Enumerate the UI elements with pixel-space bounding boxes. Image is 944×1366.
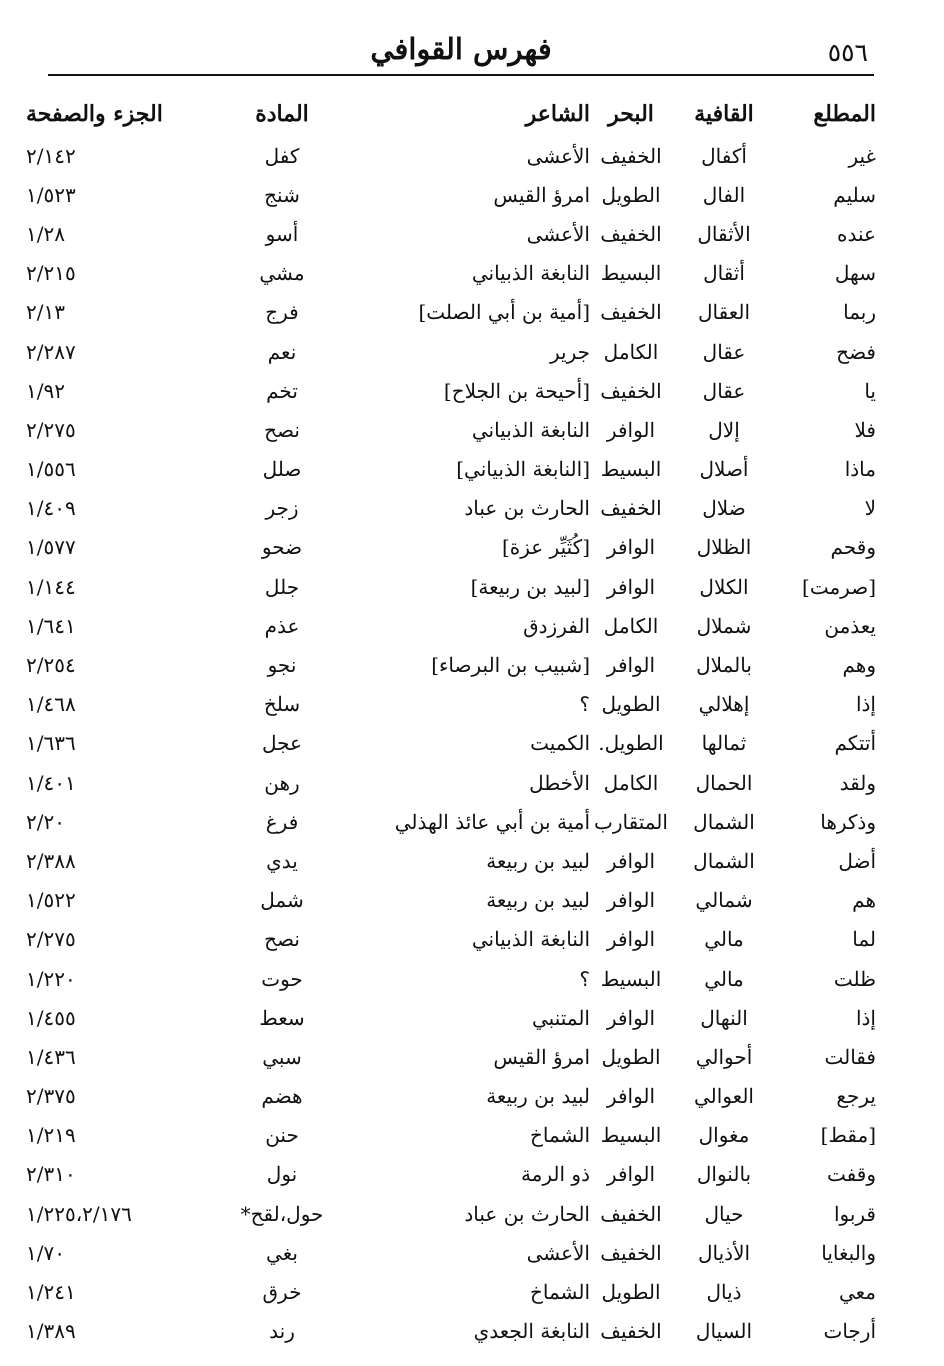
table-row (22, 450, 884, 489)
table-row (22, 763, 884, 802)
cell-bahr: الوافر (606, 927, 656, 952)
cell-volume-page: ١/٢٢٥،٢/١٧٦ (26, 1201, 132, 1226)
column-header-shair: الشاعر (525, 101, 590, 127)
cell-bahr: الكامل (603, 339, 659, 364)
cell-qafiya: الأثقال (697, 221, 751, 246)
cell-qafiya: شملال (696, 613, 752, 638)
cell-volume-page: ١/٤٥٥ (26, 1005, 76, 1030)
cell-qafiya: الأذيال (697, 1240, 751, 1265)
table-row (22, 841, 884, 880)
cell-qafiya: العوالي (694, 1084, 754, 1109)
cell-qafiya: عقال (702, 339, 746, 364)
cell-shair: امرؤ القيس (493, 1044, 590, 1069)
cell-bahr: الوافر (606, 848, 656, 873)
table-row (22, 1155, 884, 1194)
cell-shair: [أمية بن أبي الصلت] (418, 300, 590, 325)
cell-matla: يرجع (836, 1084, 876, 1109)
cell-shair: الشماخ (529, 1280, 590, 1305)
column-header-volume-page: الجزء والصفحة (26, 101, 163, 127)
cell-qafiya: إهلالي (698, 692, 750, 717)
cell-bahr: الخفيف (600, 1240, 662, 1265)
cell-qafiya: بالنوال (696, 1162, 752, 1187)
cell-matla: سليم (833, 182, 876, 207)
table-row (22, 920, 884, 959)
cell-shair: الحارث بن عباد (464, 1201, 590, 1226)
cell-volume-page: ١/٤٠١ (26, 770, 76, 795)
cell-bahr: الطويل (601, 1044, 661, 1069)
cell-matla: ماذا (844, 457, 876, 482)
table-row (22, 136, 884, 175)
cell-volume-page: ١/٣٨٩ (26, 1319, 76, 1344)
cell-volume-page: ١/٩٢ (26, 378, 65, 403)
cell-shair: الأعشى (526, 1240, 590, 1265)
cell-shair: [أحيحة بن الجلاح] (443, 378, 590, 403)
cell-bahr: الوافر (606, 1162, 656, 1187)
cell-madda: حوت (261, 966, 303, 991)
table-row (22, 724, 884, 763)
cell-bahr: الطويل (601, 692, 661, 717)
cell-matla: ولقد (839, 770, 876, 795)
cell-madda: يدي (266, 848, 298, 873)
table-row (22, 1077, 884, 1116)
cell-madda: حنن (265, 1123, 299, 1148)
cell-matla: غير (848, 143, 876, 168)
cell-qafiya: العقال (697, 300, 751, 325)
table-row (22, 254, 884, 293)
table-row (22, 293, 884, 332)
cell-madda: كفل (264, 143, 300, 168)
cell-shair: امرؤ القيس (493, 182, 590, 207)
cell-madda: سبي (262, 1044, 302, 1069)
cell-volume-page: ٢/٣٧٥ (26, 1084, 76, 1109)
table-row (22, 959, 884, 998)
cell-madda: نجو (267, 653, 297, 678)
cell-qafiya: ذيال (706, 1280, 742, 1305)
cell-volume-page: ١/٤٣٦ (26, 1044, 76, 1069)
cell-shair: [شبيب بن البرصاء] (431, 653, 590, 678)
cell-matla: لما (852, 927, 876, 952)
cell-shair: ؟ (579, 966, 590, 991)
cell-bahr: الخفيف (600, 221, 662, 246)
cell-madda: عجل (262, 731, 302, 756)
cell-madda: شنج (264, 182, 300, 207)
cell-shair: الحارث بن عباد (464, 496, 590, 521)
cell-volume-page: ١/٦٣٦ (26, 731, 76, 756)
cell-bahr: الكامل (603, 770, 659, 795)
table-row (22, 1194, 884, 1233)
cell-bahr: الوافر (606, 888, 656, 913)
cell-shair: الأعشى (526, 143, 590, 168)
cell-matla: معي (838, 1280, 876, 1305)
cell-madda: حول،لقح* (240, 1201, 324, 1226)
table-row (22, 645, 884, 684)
cell-matla: لا (864, 496, 876, 521)
rhyme-index-table (22, 92, 884, 1351)
cell-matla: وقحم (830, 535, 876, 560)
cell-bahr: الطويل. (598, 731, 664, 756)
cell-madda: نعم (267, 339, 297, 364)
cell-madda: رند (269, 1319, 295, 1344)
cell-bahr: الكامل (603, 613, 659, 638)
cell-volume-page: ٢/٢٥٤ (26, 653, 76, 678)
cell-matla: وقفت (827, 1162, 876, 1187)
cell-volume-page: ٢/٢٧٥ (26, 927, 76, 952)
table-row (22, 1037, 884, 1076)
cell-shair: الكميت (530, 731, 590, 756)
cell-bahr: الخفيف (600, 496, 662, 521)
cell-volume-page: ١/١٤٤ (26, 574, 76, 599)
table-row (22, 489, 884, 528)
cell-matla: فقالت (824, 1044, 876, 1069)
cell-bahr: الوافر (606, 653, 656, 678)
cell-qafiya: مالي (704, 927, 744, 952)
cell-madda: فرج (265, 300, 299, 325)
cell-qafiya: أصلال (699, 457, 749, 482)
cell-matla: ظلت (833, 966, 876, 991)
table-row (22, 685, 884, 724)
cell-qafiya: مغوال (698, 1123, 750, 1148)
cell-matla: إذا (855, 692, 876, 717)
cell-bahr: البسيط (600, 1123, 662, 1148)
cell-madda: تخم (266, 378, 298, 403)
column-header-qafiya: القافية (694, 101, 754, 127)
cell-madda: شمل (260, 888, 304, 913)
cell-volume-page: ١/٥٢٢ (26, 888, 76, 913)
cell-bahr: الخفيف (600, 1201, 662, 1226)
column-header-matla: المطلع (813, 101, 876, 127)
cell-volume-page: ٢/٢٧٥ (26, 417, 76, 442)
cell-matla: عنده (837, 221, 876, 246)
cell-qafiya: ثمالها (701, 731, 747, 756)
table-row (22, 1312, 884, 1351)
cell-qafiya: ضلال (702, 496, 746, 521)
cell-shair: الشماخ (529, 1123, 590, 1148)
cell-volume-page: ٢/٢١٥ (26, 261, 76, 286)
cell-volume-page: ١/٢٢٠ (26, 966, 76, 991)
cell-volume-page: ١/٢١٩ (26, 1123, 76, 1148)
cell-qafiya: أكفال (701, 143, 747, 168)
table-body (22, 136, 884, 1351)
cell-madda: نول (266, 1162, 298, 1187)
cell-qafiya: الظلال (696, 535, 752, 560)
cell-bahr: الطويل (601, 1280, 661, 1305)
cell-qafiya: الحمال (695, 770, 753, 795)
cell-qafiya: إلال (708, 417, 740, 442)
cell-qafiya: الفال (702, 182, 746, 207)
cell-madda: سعط (259, 1005, 305, 1030)
cell-volume-page: ٢/٣٨٨ (26, 848, 76, 873)
cell-volume-page: ١/٥٥٦ (26, 457, 76, 482)
cell-matla: [مقط] (820, 1123, 876, 1148)
cell-madda: خرق (262, 1280, 302, 1305)
cell-shair: ؟ (579, 692, 590, 717)
cell-qafiya: أحوالي (695, 1044, 753, 1069)
page-header (48, 30, 874, 76)
table-row (22, 410, 884, 449)
cell-qafiya: أثقال (703, 261, 745, 286)
cell-madda: مشي (259, 261, 305, 286)
cell-shair: المتنبي (532, 1005, 590, 1030)
cell-madda: صلل (262, 457, 302, 482)
cell-qafiya: حيال (704, 1201, 744, 1226)
table-row (22, 606, 884, 645)
page-number: ٥٥٦ (827, 38, 868, 67)
table-row (22, 567, 884, 606)
cell-matla: يعذمن (824, 613, 876, 638)
cell-madda: عذم (264, 613, 300, 638)
cell-matla: قربوا (833, 1201, 876, 1226)
cell-shair: الأخطل (529, 770, 590, 795)
cell-madda: سلخ (263, 692, 301, 717)
cell-shair: النابغة الذبياني (471, 261, 590, 286)
cell-volume-page: ١/٦٤١ (26, 613, 76, 638)
cell-shair: الأعشى (526, 221, 590, 246)
cell-shair: ذو الرمة (520, 1162, 590, 1187)
cell-bahr: الوافر (606, 1005, 656, 1030)
cell-volume-page: ٢/٣١٠ (26, 1162, 76, 1187)
cell-madda: بغي (266, 1240, 298, 1265)
cell-bahr: الخفيف (600, 300, 662, 325)
cell-shair: النابغة الذبياني (471, 417, 590, 442)
cell-volume-page: ١/٢٤١ (26, 1280, 76, 1305)
cell-shair: [النابغة الذبياني] (456, 457, 590, 482)
cell-qafiya: النهال (700, 1005, 748, 1030)
cell-madda: نصح (264, 927, 300, 952)
cell-madda: فرغ (265, 809, 299, 834)
cell-shair: [كُثَيِّر عزة] (501, 535, 590, 560)
cell-bahr: الخفيف (600, 1319, 662, 1344)
cell-matla: وذكرها (820, 809, 876, 834)
page-title: فهرس القوافي (370, 32, 552, 66)
cell-shair: لبيد بن ربيعة (486, 848, 590, 873)
cell-matla: فضح (836, 339, 876, 364)
cell-bahr: الخفيف (600, 143, 662, 168)
table-row (22, 214, 884, 253)
cell-madda: هضم (261, 1084, 303, 1109)
cell-matla: والبغايا (821, 1240, 876, 1265)
cell-bahr: المتقارب (594, 809, 668, 834)
table-row (22, 1233, 884, 1272)
cell-qafiya: شمالي (695, 888, 753, 913)
table-row (22, 528, 884, 567)
cell-bahr: البسيط (600, 966, 662, 991)
cell-qafiya: الشمال (693, 848, 755, 873)
cell-volume-page: ٢/١٤٢ (26, 143, 76, 168)
cell-bahr: الوافر (606, 574, 656, 599)
column-header-bahr: البحر (608, 101, 654, 127)
table-row (22, 1116, 884, 1155)
table-row (22, 1272, 884, 1311)
cell-shair: الفرزدق (523, 613, 590, 638)
cell-matla: فلا (854, 417, 876, 442)
cell-madda: أسو (265, 221, 299, 246)
cell-matla: أتتكم (834, 731, 876, 756)
cell-shair: النابغة الجعدي (473, 1319, 590, 1344)
cell-shair: لبيد بن ربيعة (486, 888, 590, 913)
cell-qafiya: الشمال (693, 809, 755, 834)
cell-matla: أرجات (823, 1319, 876, 1344)
cell-volume-page: ١/٤٦٨ (26, 692, 76, 717)
cell-matla: يا (864, 378, 876, 403)
cell-volume-page: ١/٥٢٣ (26, 182, 76, 207)
cell-bahr: الوافر (606, 535, 656, 560)
cell-matla: أضل (838, 848, 876, 873)
cell-madda: ضحو (261, 535, 303, 560)
cell-bahr: البسيط (600, 457, 662, 482)
cell-matla: وهم (842, 653, 876, 678)
cell-volume-page: ٢/٢٨٧ (26, 339, 76, 364)
cell-qafiya: مالي (704, 966, 744, 991)
cell-volume-page: ٢/٢٠ (26, 809, 65, 834)
cell-volume-page: ١/٧٠ (26, 1240, 65, 1265)
cell-volume-page: ٢/١٣ (26, 300, 65, 325)
cell-matla: سهل (834, 261, 876, 286)
cell-bahr: البسيط (600, 261, 662, 286)
cell-shair: جرير (550, 339, 590, 364)
cell-matla: إذا (855, 1005, 876, 1030)
cell-volume-page: ١/٤٠٩ (26, 496, 76, 521)
cell-bahr: الخفيف (600, 378, 662, 403)
table-row (22, 175, 884, 214)
cell-matla: [صرمت] (802, 574, 876, 599)
cell-madda: زجر (265, 496, 299, 521)
cell-shair: أمية بن أبي عائذ الهذلي (394, 809, 590, 834)
cell-bahr: الطويل (601, 182, 661, 207)
cell-qafiya: بالملال (696, 653, 752, 678)
cell-bahr: الوافر (606, 417, 656, 442)
cell-madda: نصح (264, 417, 300, 442)
table-header-row (22, 92, 884, 136)
cell-qafiya: عقال (702, 378, 746, 403)
table-row (22, 802, 884, 841)
cell-volume-page: ١/٥٧٧ (26, 535, 76, 560)
cell-qafiya: السيال (695, 1319, 753, 1344)
cell-shair: لبيد بن ربيعة (486, 1084, 590, 1109)
column-header-madda: المادة (255, 101, 309, 127)
cell-madda: جلل (264, 574, 300, 599)
table-row (22, 332, 884, 371)
cell-shair: النابغة الذبياني (471, 927, 590, 952)
cell-volume-page: ١/٢٨ (26, 221, 65, 246)
table-row (22, 371, 884, 410)
cell-shair: [لبيد بن ربيعة] (470, 574, 590, 599)
table-row (22, 881, 884, 920)
cell-bahr: الوافر (606, 1084, 656, 1109)
cell-matla: ربما (843, 300, 876, 325)
table-row (22, 998, 884, 1037)
cell-madda: رهن (264, 770, 300, 795)
cell-qafiya: الكلال (699, 574, 749, 599)
cell-matla: هم (852, 888, 876, 913)
